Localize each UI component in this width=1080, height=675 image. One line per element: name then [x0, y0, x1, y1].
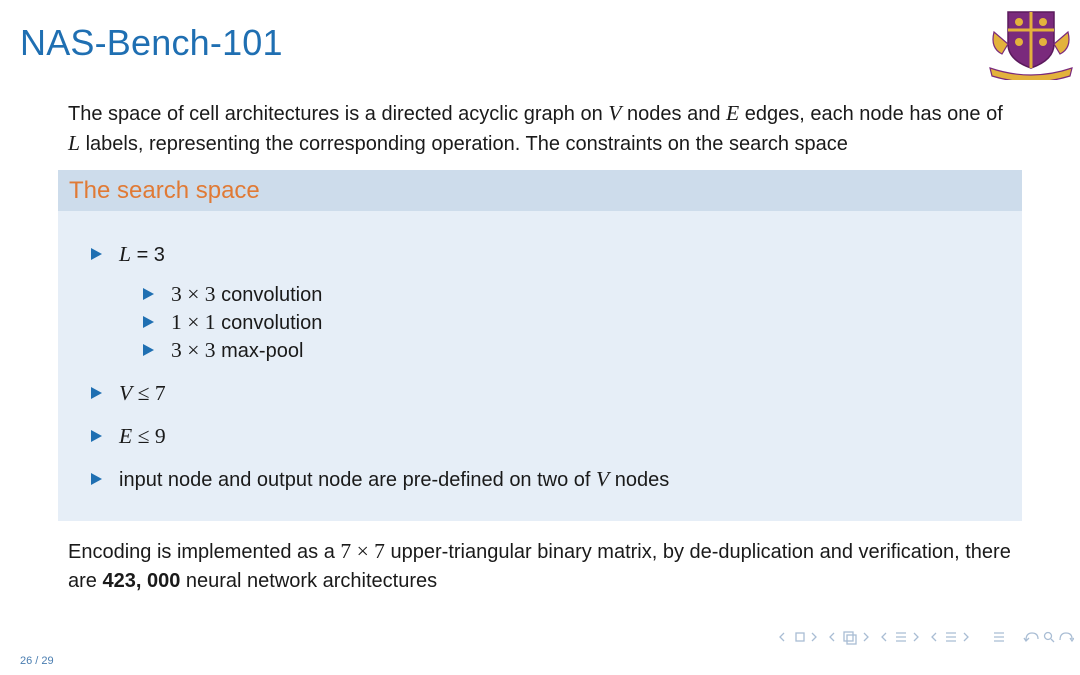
beamer-navigation-icons[interactable]: [778, 628, 1074, 646]
math-e: E: [726, 101, 740, 125]
item-text: convolution: [215, 312, 323, 334]
item-text: max-pool: [215, 340, 304, 362]
math-v: V: [596, 467, 610, 491]
university-crest-logo: [986, 8, 1076, 80]
outro-text: Encoding is implemented as a: [68, 541, 341, 563]
list-item-e: [119, 424, 166, 449]
intro-paragraph: [68, 99, 1018, 159]
item-text: convolution: [215, 284, 323, 306]
nav-redo-icon: [1060, 633, 1074, 641]
math-v: V: [608, 101, 622, 125]
math-e: E: [119, 424, 133, 448]
intro-text: The space of cell architectures is a directed acyclic graph on: [68, 103, 609, 125]
math-matrix-size: 7 × 7: [340, 539, 385, 563]
item-text: input node and output node are pre-defined on two of: [119, 469, 597, 491]
math-kernel: 3 × 3: [171, 282, 216, 306]
nav-search-icon: [1045, 633, 1052, 640]
item-text: ≤ 7: [132, 381, 166, 405]
intro-text: nodes and: [621, 103, 726, 125]
item-text: = 3: [131, 244, 165, 266]
sub-item-3x3-conv: [171, 282, 322, 307]
nav-prev-slide-icon: [780, 633, 784, 641]
intro-text: labels, representing the corresponding operation. The constraints on the search space: [80, 133, 848, 155]
math-l: L: [68, 131, 81, 155]
nav-frame-icon: [796, 633, 804, 641]
slide-title: NAS-Bench-101: [20, 22, 283, 63]
page-number: 26 / 29: [20, 655, 54, 667]
outro-text: neural network architectures: [180, 570, 438, 592]
list-item-io-nodes: [119, 467, 669, 492]
bullet-icon: [91, 430, 102, 442]
search-space-block: [58, 170, 1022, 521]
sub-item-1x1-conv: [171, 310, 322, 335]
sub-item-3x3-maxpool: [171, 338, 303, 363]
architecture-count: 423, 000: [102, 570, 181, 592]
nav-undo-icon: [1024, 633, 1038, 641]
nav-outline-icon: [994, 633, 1004, 641]
bullet-icon: [91, 387, 102, 399]
math-v: V: [119, 381, 133, 405]
outro-text: upper-triangular binary matrix, by de-duplication and verification, there are: [68, 541, 1011, 592]
math-l: L: [119, 242, 132, 266]
bullet-icon: [143, 316, 154, 328]
bullet-icon: [91, 473, 102, 485]
bullet-icon: [143, 288, 154, 300]
item-text: ≤ 9: [132, 424, 166, 448]
intro-text: edges, each node has one of: [739, 103, 1003, 125]
math-kernel: 3 × 3: [171, 338, 216, 362]
nav-next-slide-icon: [812, 633, 816, 641]
list-item-l: [119, 242, 165, 267]
item-text: nodes: [609, 469, 670, 491]
bullet-icon: [91, 248, 102, 260]
list-item-v: [119, 381, 166, 406]
encoding-paragraph: [68, 537, 1018, 596]
bullet-icon: [143, 344, 154, 356]
block-title: The search space: [58, 170, 1022, 211]
math-kernel: 1 × 1: [171, 310, 216, 334]
